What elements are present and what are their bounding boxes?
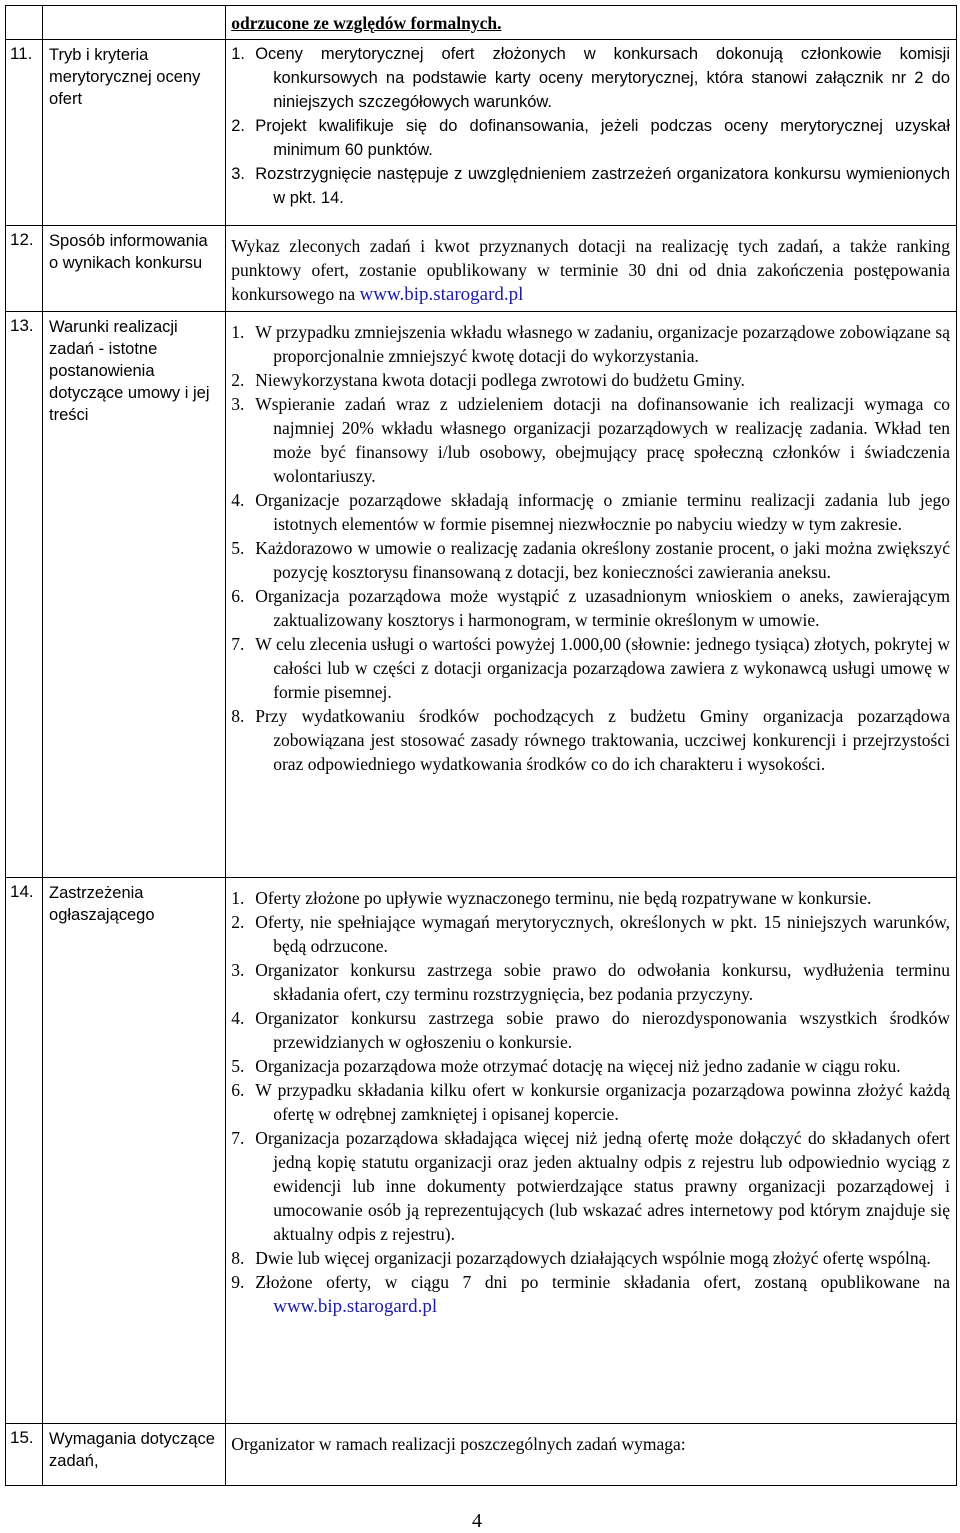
page-number: 4 (472, 1510, 482, 1532)
list-item: 5. Każdorazowo w umowie o realizację zadania określony zostanie procent, o jaki można zwiększyć pozycję kosztorysu finansowaną z dotacji, bez konieczności zawierania aneksu. (231, 538, 950, 582)
regulations-table (5, 5, 957, 1486)
bip-link[interactable]: www.bip.starogard.pl (359, 284, 524, 305)
list-item: 9. Złożone oferty, w ciągu 7 dni po terminie składania ofert, zostaną opublikowane na www.bip.starogard.pl (231, 1272, 950, 1317)
list-item: 2. Projekt kwalifikuje się do dofinansowania, jeżeli podczas oceny merytorycznej uzyskał minimum 60 punktów. (231, 117, 950, 159)
row-number-cell (6, 40, 43, 226)
row-title-cell (43, 40, 226, 226)
row-body-cell (226, 312, 957, 878)
row-title-cell (43, 878, 226, 1424)
row-title: Tryb i kryteria merytorycznej oceny ofert (49, 46, 201, 108)
list-item: 8. Dwie lub więcej organizacji pozarządowych działających wspólnie mogą złożyć ofertę wspólną. (231, 1248, 931, 1268)
list-item: 3. Rozstrzygnięcie następuje z uwzględnieniem zastrzeżeń organizatora konkursu wymienionych w pkt. 14. (231, 165, 950, 207)
list-item: 1. W przypadku zmniejszenia wkładu własnego w zadaniu, organizacje pozarządowe zobowiązane są proporcjonalnie zmniejszyć kwotę dotacji do wykorzystania. (231, 322, 950, 366)
list-item: 5. Organizacja pozarządowa może otrzymać dotację na więcej niż jedno zadanie w ciągu roku. (231, 1056, 901, 1076)
row-body-cell (226, 40, 957, 226)
list-item: 2. Niewykorzystana kwota dotacji podlega zwrotowi do budżetu Gminy. (231, 370, 745, 390)
list-item: 7. W celu zlecenia usługi o wartości powyżej 1.000,00 (słownie: jednego tysiąca) złotych, pokrytej w całości lub w części z dotacji organizacja pozarządowa zawiera z wykonawcą usługi umowę w formie pisemnej. (231, 634, 950, 702)
row-number-cell (6, 6, 43, 40)
row-title-cell (43, 6, 226, 40)
row-body-cell (226, 226, 957, 312)
list-item: 6. Organizacja pozarządowa może wystąpić z uzasadnionym wnioskiem o aneks, zawierającym zaktualizowany kosztorys i harmonogram, w terminie określonym w umowie. (231, 586, 950, 630)
table-row-13 (6, 312, 957, 878)
row-title-cell (43, 226, 226, 312)
row-number-cell (6, 312, 43, 878)
list-item: 1. Oceny merytorycznej ofert złożonych w konkursach dokonują członkowie komisji konkursowych na podstawie karty oceny merytorycznej, która stanowi załącznik nr 2 do niniejszych szczegółowych warunków. (231, 45, 950, 111)
numbered-list (231, 320, 950, 776)
list-item: 6. W przypadku składania kilku ofert w konkursie organizacja pozarządowa powinna złożyć każdą ofertę w odrębnej zamkniętej i opisanej kopercie. (231, 1080, 950, 1124)
row-number-cell (6, 878, 43, 1424)
row-number-cell (6, 1424, 43, 1486)
row-title: Wymagania dotyczące zadań, (49, 1430, 215, 1470)
row-body-cell (226, 6, 957, 40)
row-number-cell (6, 226, 43, 312)
list-item: 8. Przy wydatkowaniu środków pochodzących z budżetu Gminy organizacja pozarządowa zobowiązana jest stosować zasady równego traktowania, uczciwej konkurencji i przejrzystości oraz odpowiedniego wydatkowania środków co do ich charakteru i wysokości. (231, 706, 950, 774)
bip-link[interactable]: www.bip.starogard.pl (273, 1296, 438, 1317)
continuation-text: odrzucone ze względów formalnych. (231, 13, 502, 33)
row-number: 15. (10, 1428, 34, 1447)
row-number: 14. (10, 882, 34, 901)
row-title-cell (43, 312, 226, 878)
row-title: Sposób informowania o wynikach konkursu (49, 232, 208, 272)
row-body-cell (226, 878, 957, 1424)
row-number: 13. (10, 316, 34, 335)
numbered-list (231, 42, 950, 210)
row-number: 12. (10, 230, 34, 249)
list-item: 4. Organizator konkursu zastrzega sobie prawo do nierozdysponowania wszystkich środków przewidzianych w ogłoszeniu o konkursie. (231, 1008, 950, 1052)
table-row-12 (6, 226, 957, 312)
row-title: Zastrzeżenia ogłaszającego (49, 884, 155, 924)
row-title-cell (43, 1424, 226, 1486)
list-item: 4. Organizacje pozarządowe składają informację o zmianie terminu realizacji zadania lub jego istotnych elementów w formie pisemnej niezwłocznie po nabyciu wiedzy w tym zakresie. (231, 490, 950, 534)
results-text: Wykaz zleconych zadań i kwot przyznanych dotacji na realizację tych zadań, a także ranking punktowy ofert, zostanie opublikowany w terminie 30 dni od dnia zakończenia postępowania konkursowego na (231, 236, 950, 304)
numbered-list (231, 886, 950, 1319)
list-item: 3. Wspieranie zadań wraz z udzieleniem dotacji na dofinansowanie ich realizacji wymaga co najmniej 20% wkładu własnego organizacji pozarządowych w realizację zadania. Wkład ten może być finansowy i/lub osobowy, obejmujący pracę społeczną członków i świadczenia wolontariuszy. (231, 394, 950, 486)
table-row-14 (6, 878, 957, 1424)
row-body-cell (226, 1424, 957, 1486)
table-row-11 (6, 40, 957, 226)
row-title: Warunki realizacji zadań - istotne postanowienia dotyczące umowy i jej treści (49, 318, 210, 424)
list-item: 1. Oferty złożone po upływie wyznaczonego terminu, nie będą rozpatrywane w konkursie. (231, 888, 872, 908)
table-row-continuation (6, 6, 957, 40)
row-number: 11. (10, 44, 33, 63)
list-item: 2. Oferty, nie spełniające wymagań merytorycznych, określonych w pkt. 15 niniejszych warunków, będą odrzucone. (231, 912, 950, 956)
list-item: 7. Organizacja pozarządowa składająca więcej niż jedną ofertę może dołączyć do składanych ofert jedną kopię statutu organizacji oraz jeden aktualny odpis z rejestru lub odpowiednio wyciąg z ewidencji lub inne dokumenty potwierdzające status prawny organizacji pozarządowej i umocowanie osób ją reprezentujących (lub wskazać adres internetowy pod którym znajduje się aktualny odpis z rejestru). (231, 1128, 950, 1244)
list-item: 3. Organizator konkursu zastrzega sobie prawo do odwołania konkursu, wydłużenia terminu składania ofert, czy terminu rozstrzygnięcia, bez podania przyczyny. (231, 960, 950, 1004)
table-row-15 (6, 1424, 957, 1486)
requirements-text: Organizator w ramach realizacji poszczególnych zadań wymaga: (231, 1434, 686, 1454)
